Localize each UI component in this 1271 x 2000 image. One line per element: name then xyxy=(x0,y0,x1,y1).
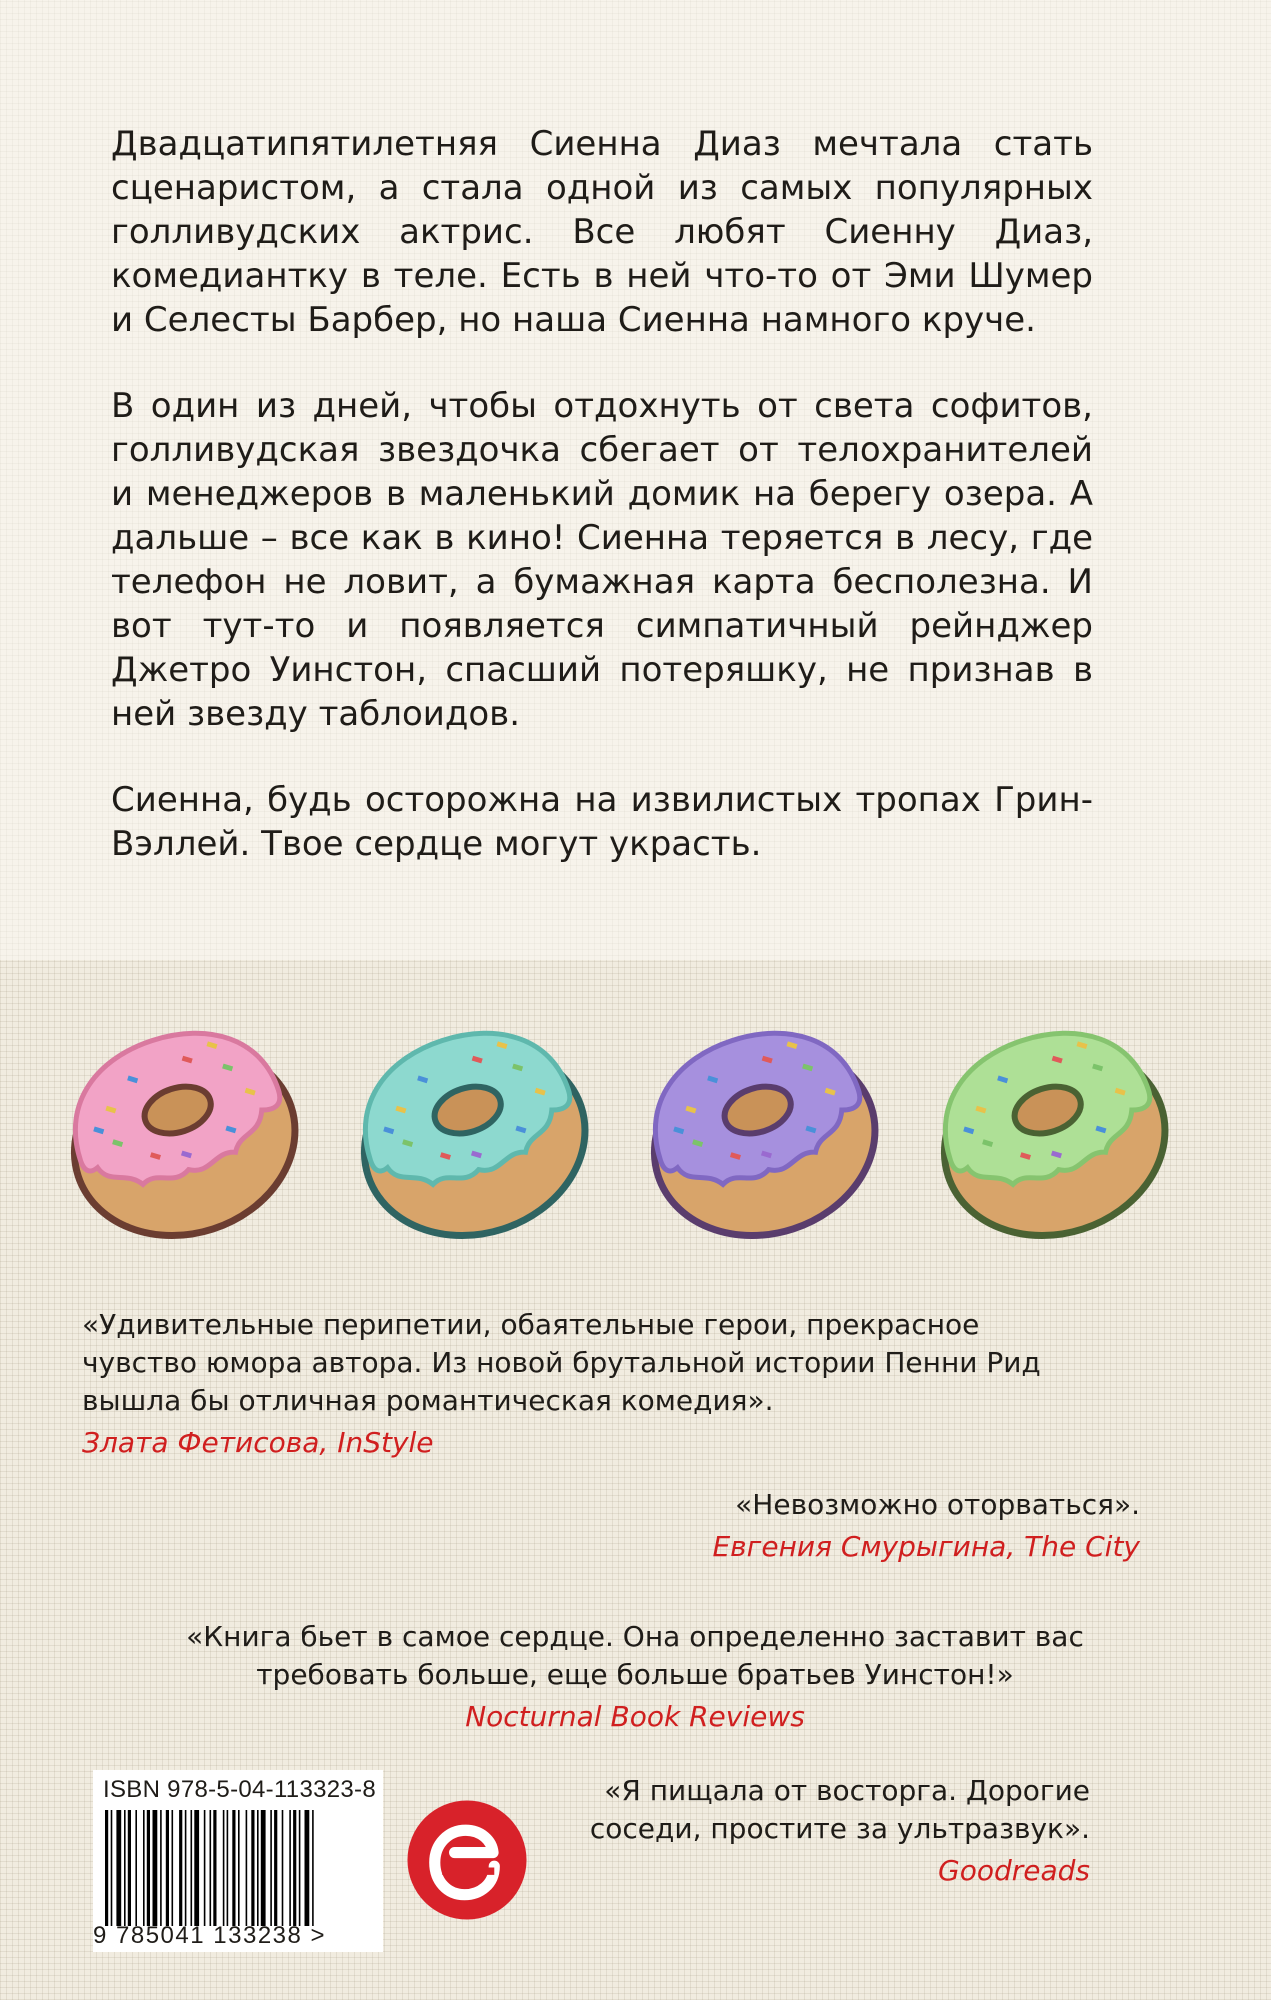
barcode-number: 9 785041 133238 xyxy=(93,1922,303,1949)
review-quote-2 xyxy=(600,1486,1140,1566)
blurb xyxy=(111,122,1093,908)
publisher-logo-icon xyxy=(405,1798,529,1922)
quote-text: «Удивительные перипетии, обаятельные герои, прекрасное чувство юмора автора. Из новой брутальной истории Пенни Рид вышла бы отличная романтическая комедия». xyxy=(82,1308,1041,1417)
blurb-paragraph-3: Сиенна, будь осторожна на извилистых тропах Грин-Вэллей. Твое сердце могут украсть. xyxy=(111,780,1093,864)
barcode-bars xyxy=(105,1810,371,1926)
isbn-barcode xyxy=(93,1770,383,1952)
quote-source: Goodreads xyxy=(938,1854,1090,1887)
quote-source: Злата Фетисова, InStyle xyxy=(82,1426,434,1459)
blurb-paragraph-1: Двадцатипятилетняя Сиенна Диаз мечтала стать сценаристом, а стала одной из самых популярных голливудских актрис. Все любят Сиенну Диаз, комедиантку в теле. Есть в ней что-то от Эми Шумер и Селесты Барбер, но наша Сиенна намного круче. xyxy=(111,124,1093,340)
quote-text: «Я пищала от восторга. Дорогие соседи, простите за ультразвук». xyxy=(589,1774,1090,1845)
donut-purple-image xyxy=(636,1010,886,1250)
barcode-arrow: > xyxy=(310,1922,327,1949)
barcode-digits xyxy=(93,1922,383,1950)
review-quote-4 xyxy=(540,1772,1090,1890)
donut-teal-image xyxy=(346,1010,596,1250)
quote-text: «Книга бьет в самое сердце. Она определенно заставит вас требовать больше, еще больше братьев Уинстон!» xyxy=(186,1620,1084,1691)
quote-source: Nocturnal Book Reviews xyxy=(465,1700,805,1733)
donut-pink-image xyxy=(56,1010,306,1250)
donut-illustrations xyxy=(56,1010,1196,1260)
donut-green-image xyxy=(926,1010,1176,1250)
isbn-label: ISBN 978-5-04-113323-8 xyxy=(103,1776,376,1803)
blurb-paragraph-2: В один из дней, чтобы отдохнуть от света софитов, голливудская звездочка сбегает от телохранителей и менеджеров в маленький домик на берегу озера. А дальше – все как в кино! Сиенна теряется в лесу, где телефон не ловит, а бумажная карта бесполезна. И вот тут-то и появляется симпатичный рейнджер Джетро Уинстон, спасший потеряшку, не признав в ней звезду таблоидов. xyxy=(111,386,1093,734)
quote-source: Евгения Смурыгина, The City xyxy=(712,1530,1140,1563)
quote-text: «Невозможно оторваться». xyxy=(735,1488,1140,1521)
review-quote-3 xyxy=(120,1618,1150,1736)
review-quote-1 xyxy=(82,1306,1092,1462)
